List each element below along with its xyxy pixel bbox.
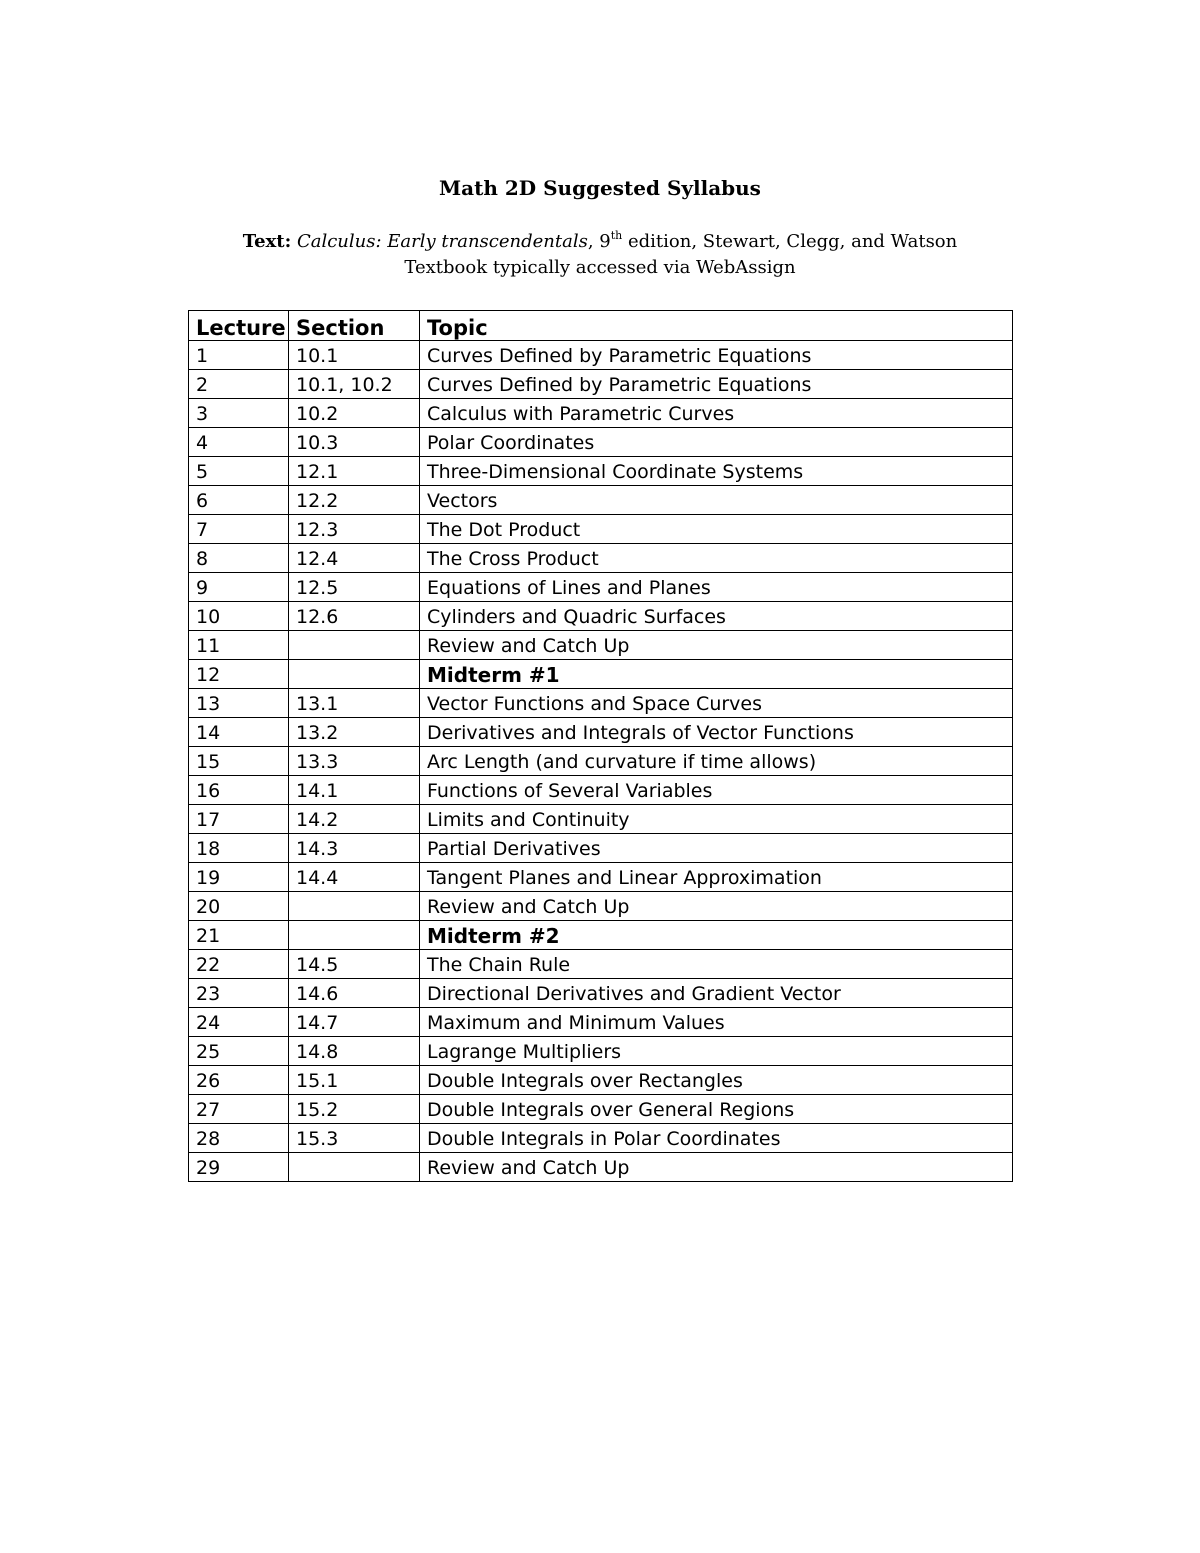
section-cell: 14.4	[289, 863, 420, 892]
edition-suffix: th	[610, 229, 623, 242]
table-row	[189, 1066, 1013, 1095]
section-cell: 13.3	[289, 747, 420, 776]
table-row	[189, 515, 1013, 544]
topic-cell: Equations of Lines and Planes	[420, 573, 1013, 602]
table-row	[189, 602, 1013, 631]
topic-cell: The Dot Product	[420, 515, 1013, 544]
book-title: Calculus: Early transcendentals	[296, 231, 588, 252]
section-cell: 12.1	[289, 457, 420, 486]
table-row	[189, 631, 1013, 660]
topic-cell: Curves Defined by Parametric Equations	[420, 341, 1013, 370]
topic-cell: Midterm #2	[420, 921, 1013, 950]
header-lecture: Lecture	[189, 311, 289, 341]
table-row	[189, 399, 1013, 428]
topic-cell: Maximum and Minimum Values	[420, 1008, 1013, 1037]
section-cell: 15.1	[289, 1066, 420, 1095]
lecture-cell: 16	[189, 776, 289, 805]
header-row	[189, 311, 1013, 341]
lecture-cell: 15	[189, 747, 289, 776]
lecture-cell: 26	[189, 1066, 289, 1095]
section-cell: 14.3	[289, 834, 420, 863]
section-cell: 10.2	[289, 399, 420, 428]
table-row	[189, 892, 1013, 921]
table-row	[189, 689, 1013, 718]
lecture-cell: 22	[189, 950, 289, 979]
table-row	[189, 979, 1013, 1008]
lecture-cell: 1	[189, 341, 289, 370]
table-row	[189, 341, 1013, 370]
section-cell	[289, 892, 420, 921]
lecture-cell: 5	[189, 457, 289, 486]
table-row	[189, 1037, 1013, 1066]
topic-cell: Vectors	[420, 486, 1013, 515]
table-row	[189, 428, 1013, 457]
table-row	[189, 1008, 1013, 1037]
topic-cell: Partial Derivatives	[420, 834, 1013, 863]
section-cell: 15.2	[289, 1095, 420, 1124]
section-cell	[289, 631, 420, 660]
table-body	[189, 341, 1013, 1182]
table-row	[189, 747, 1013, 776]
topic-cell: Double Integrals over General Regions	[420, 1095, 1013, 1124]
lecture-cell: 17	[189, 805, 289, 834]
lecture-cell: 12	[189, 660, 289, 689]
section-cell: 14.7	[289, 1008, 420, 1037]
textbook-line	[0, 229, 1200, 255]
lecture-cell: 20	[189, 892, 289, 921]
lecture-cell: 2	[189, 370, 289, 399]
lecture-cell: 13	[189, 689, 289, 718]
section-cell: 14.5	[289, 950, 420, 979]
lecture-cell: 24	[189, 1008, 289, 1037]
lecture-cell: 6	[189, 486, 289, 515]
topic-cell: Arc Length (and curvature if time allows)	[420, 747, 1013, 776]
lecture-cell: 10	[189, 602, 289, 631]
topic-cell: Review and Catch Up	[420, 1153, 1013, 1182]
lecture-cell: 14	[189, 718, 289, 747]
lecture-cell: 28	[189, 1124, 289, 1153]
section-cell: 12.5	[289, 573, 420, 602]
lecture-cell: 29	[189, 1153, 289, 1182]
section-cell	[289, 921, 420, 950]
section-cell: 15.3	[289, 1124, 420, 1153]
topic-cell: Functions of Several Variables	[420, 776, 1013, 805]
section-cell: 10.3	[289, 428, 420, 457]
section-cell	[289, 660, 420, 689]
topic-cell: Double Integrals over Rectangles	[420, 1066, 1013, 1095]
header-topic: Topic	[420, 311, 1013, 341]
table-row	[189, 457, 1013, 486]
section-cell: 14.1	[289, 776, 420, 805]
table-row	[189, 805, 1013, 834]
table-row	[189, 660, 1013, 689]
text-label: Text:	[242, 231, 292, 252]
section-cell: 13.1	[289, 689, 420, 718]
section-cell: 14.8	[289, 1037, 420, 1066]
table-row	[189, 863, 1013, 892]
topic-cell: Directional Derivatives and Gradient Vector	[420, 979, 1013, 1008]
header-section: Section	[289, 311, 420, 341]
table-row	[189, 370, 1013, 399]
lecture-cell: 3	[189, 399, 289, 428]
table-row	[189, 950, 1013, 979]
table-row	[189, 921, 1013, 950]
edition-number: , 9	[587, 231, 611, 252]
lecture-cell: 27	[189, 1095, 289, 1124]
topic-cell: Midterm #1	[420, 660, 1013, 689]
topic-cell: Review and Catch Up	[420, 892, 1013, 921]
topic-cell: Cylinders and Quadric Surfaces	[420, 602, 1013, 631]
section-cell: 12.3	[289, 515, 420, 544]
topic-cell: Lagrange Multipliers	[420, 1037, 1013, 1066]
table-row	[189, 573, 1013, 602]
table-row	[189, 718, 1013, 747]
page-title: Math 2D Suggested Syllabus	[439, 176, 761, 200]
topic-cell: Double Integrals in Polar Coordinates	[420, 1124, 1013, 1153]
edition-authors: edition, Stewart, Clegg, and Watson	[622, 231, 958, 252]
table-row	[189, 1095, 1013, 1124]
topic-cell: The Chain Rule	[420, 950, 1013, 979]
lecture-cell: 8	[189, 544, 289, 573]
topic-cell: Limits and Continuity	[420, 805, 1013, 834]
table-row	[189, 776, 1013, 805]
lecture-cell: 21	[189, 921, 289, 950]
lecture-cell: 18	[189, 834, 289, 863]
lecture-cell: 7	[189, 515, 289, 544]
table-row	[189, 834, 1013, 863]
topic-cell: Polar Coordinates	[420, 428, 1013, 457]
table-row	[189, 486, 1013, 515]
topic-cell: Derivatives and Integrals of Vector Functions	[420, 718, 1013, 747]
table-row	[189, 1124, 1013, 1153]
lecture-cell: 9	[189, 573, 289, 602]
access-note: Textbook typically accessed via WebAssign	[404, 257, 796, 278]
lecture-cell: 25	[189, 1037, 289, 1066]
topic-cell: The Cross Product	[420, 544, 1013, 573]
section-cell: 12.4	[289, 544, 420, 573]
topic-cell: Curves Defined by Parametric Equations	[420, 370, 1013, 399]
topic-cell: Vector Functions and Space Curves	[420, 689, 1013, 718]
section-cell: 14.2	[289, 805, 420, 834]
topic-cell: Calculus with Parametric Curves	[420, 399, 1013, 428]
lecture-cell: 23	[189, 979, 289, 1008]
table-row	[189, 544, 1013, 573]
syllabus-table	[188, 310, 1013, 1182]
section-cell	[289, 1153, 420, 1182]
lecture-cell: 19	[189, 863, 289, 892]
section-cell: 10.1, 10.2	[289, 370, 420, 399]
section-cell: 12.2	[289, 486, 420, 515]
table-row	[189, 1153, 1013, 1182]
section-cell: 12.6	[289, 602, 420, 631]
lecture-cell: 4	[189, 428, 289, 457]
section-cell: 14.6	[289, 979, 420, 1008]
section-cell: 13.2	[289, 718, 420, 747]
topic-cell: Three-Dimensional Coordinate Systems	[420, 457, 1013, 486]
lecture-cell: 11	[189, 631, 289, 660]
topic-cell: Review and Catch Up	[420, 631, 1013, 660]
section-cell: 10.1	[289, 341, 420, 370]
topic-cell: Tangent Planes and Linear Approximation	[420, 863, 1013, 892]
